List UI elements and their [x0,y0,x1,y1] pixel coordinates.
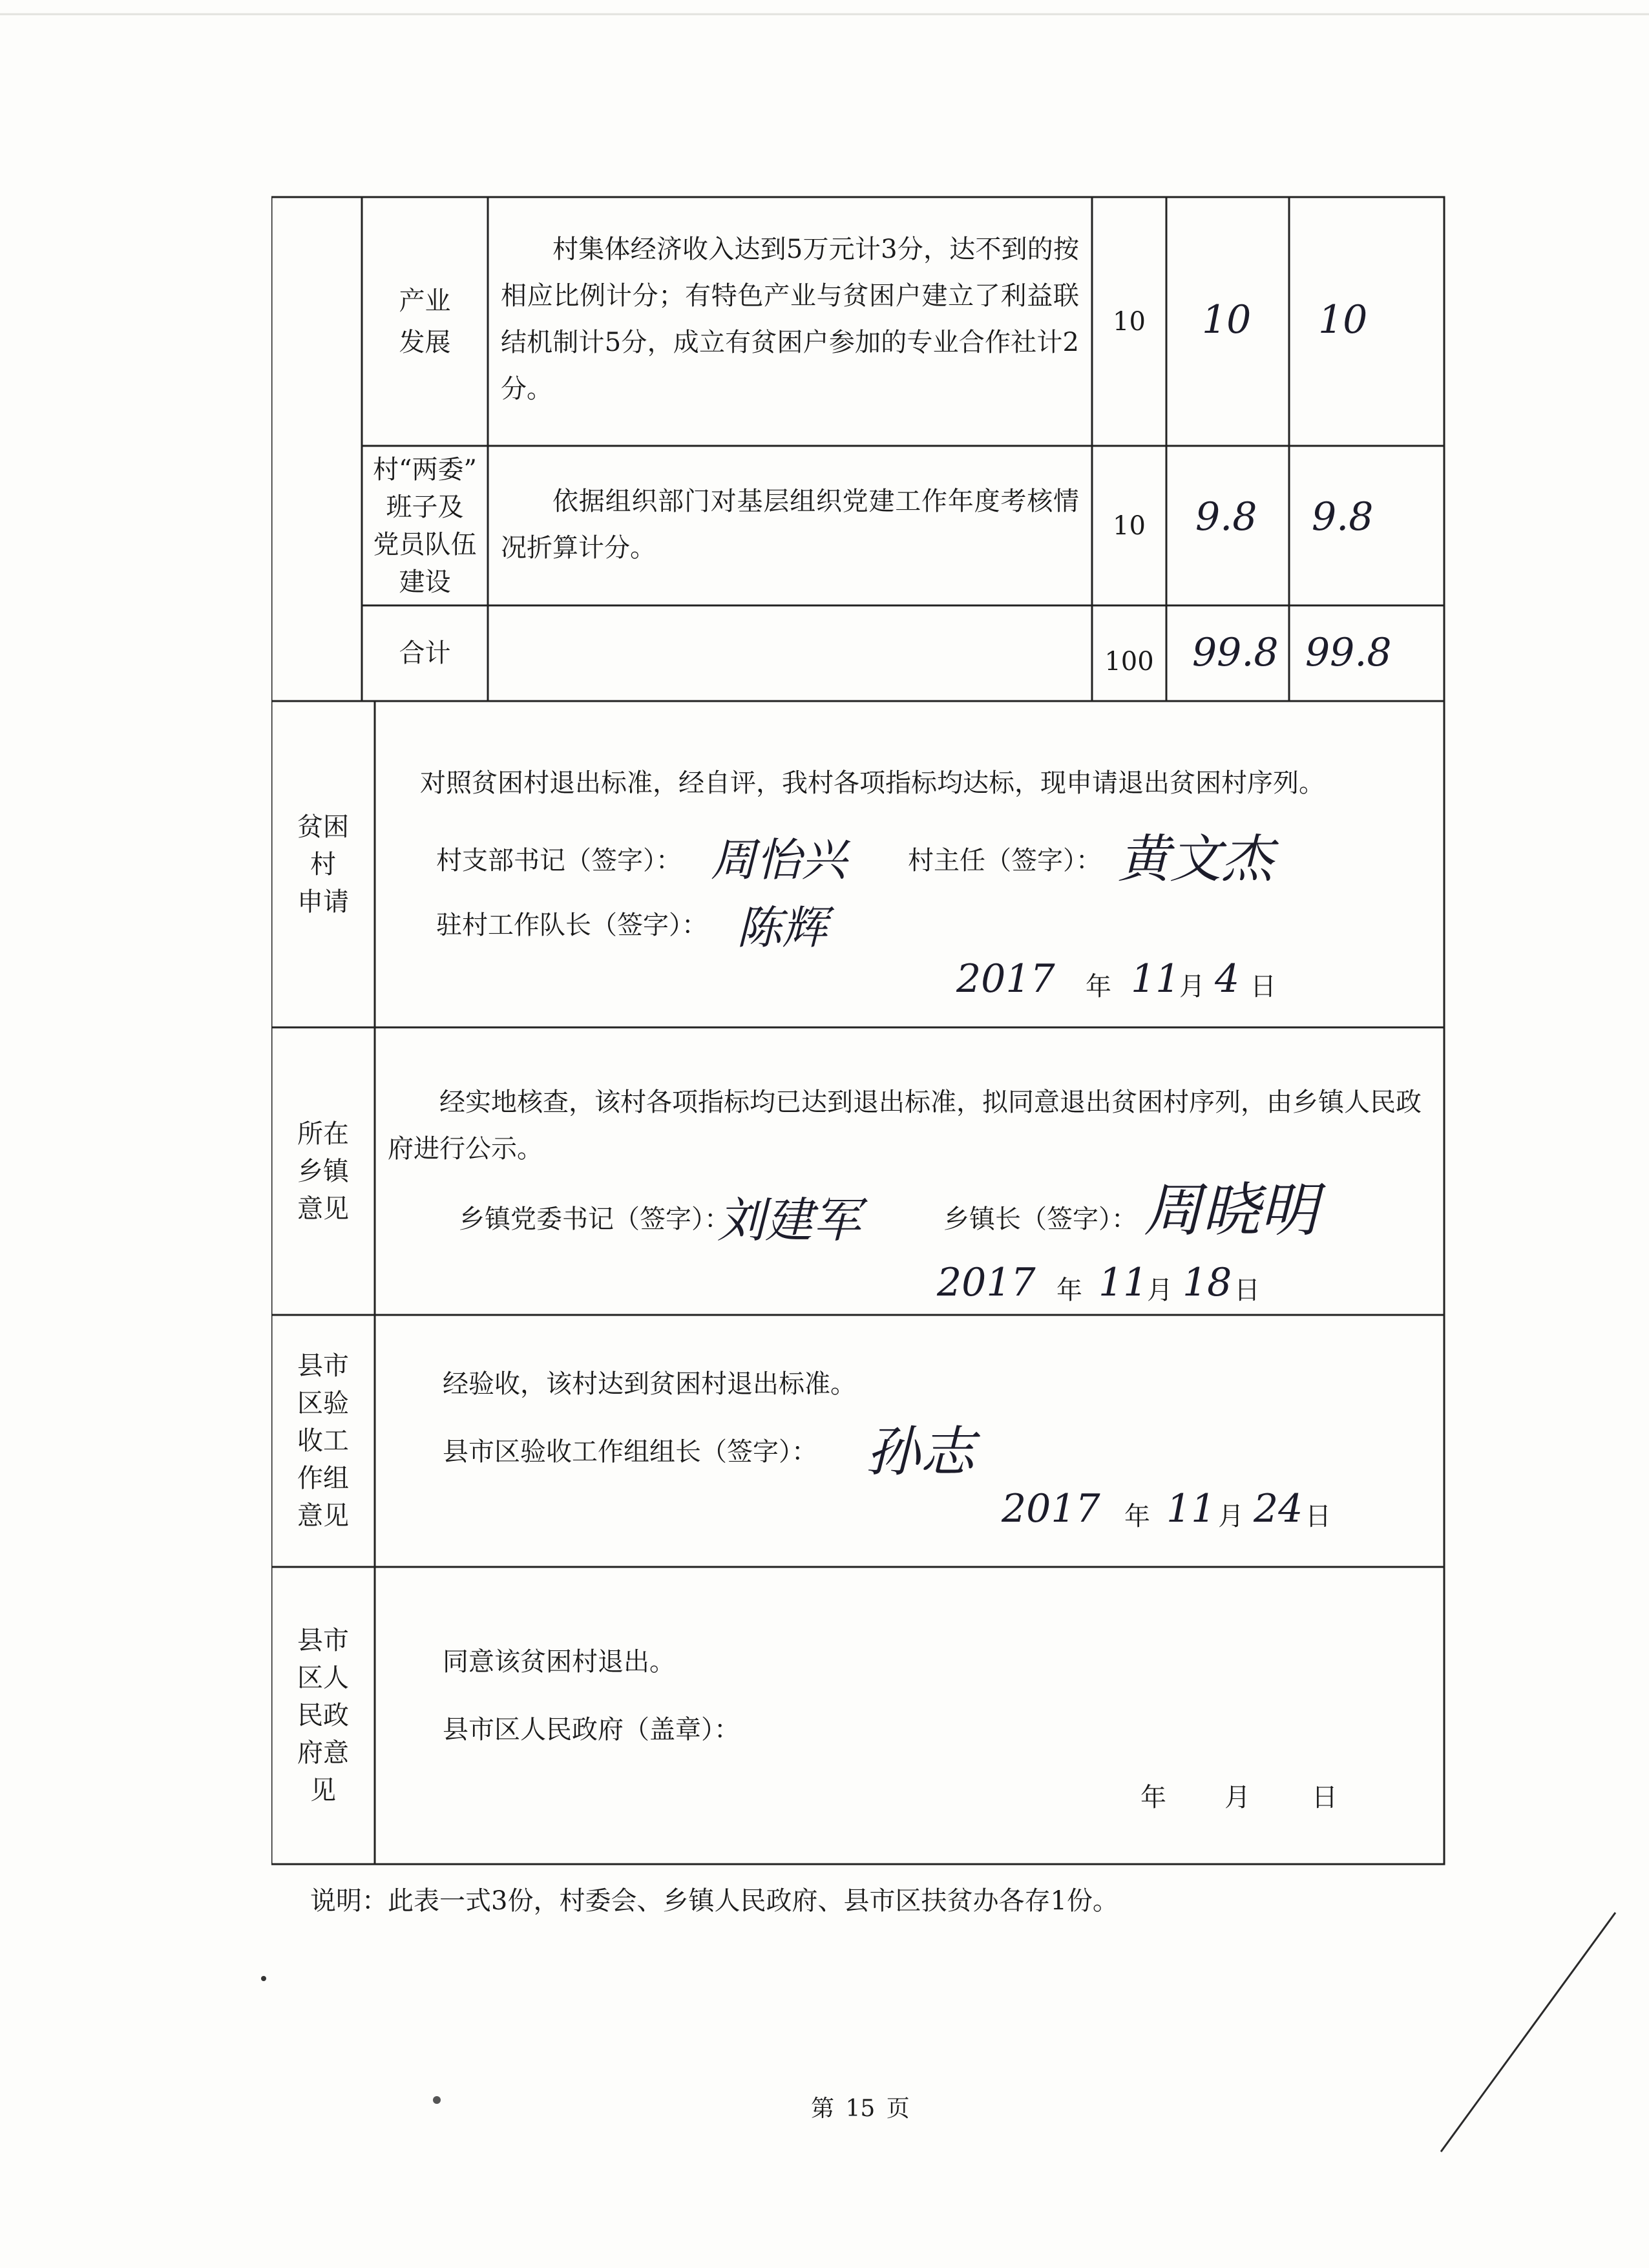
township-date-day-char: 日 [1234,1276,1260,1305]
village-party-secretary-signature: 周怡兴 [711,834,846,887]
row-party-building-full-score: 10 [1113,510,1146,541]
village-date-day: 4 [1215,956,1240,1002]
township-date-year: 2017 [937,1260,1036,1305]
village-party-secretary-label: 村支部书记（签字）： [436,846,682,876]
township-date-month-char: 月 [1147,1276,1173,1305]
township-mayor-label: 乡镇长（签字）： [943,1204,1137,1234]
county-government-seal-label: 县市区人民政府（盖章）： [443,1715,740,1745]
county-government-label: 县市 区人 民政 府意 见 [297,1626,349,1805]
village-date-month: 11 [1131,956,1181,1002]
row-total-verified-score: 99.8 [1305,630,1392,675]
page-number: 15 [845,2095,876,2122]
row-industry-standard: 村集体经济收入达到5万元计3分，达不到的按相应比例计分；有特色产业与贫困户建立了利益联结机制计5分，成立有贫困户参加的专业合作社计2分。 [501,235,1079,404]
village-date-month-char: 月 [1179,972,1205,1002]
village-application-statement: 对照贫困村退出标准，经自评，我村各项指标均达标，现申请退出贫困村序列。 [420,768,1325,798]
county-date-month: 11 [1166,1486,1216,1531]
township-date-day: 18 [1182,1260,1232,1305]
township-mayor-signature: 周晓明 [1144,1177,1318,1244]
county-acceptance-statement: 经验收，该村达到贫困村退出标准。 [443,1369,856,1399]
township-opinion-statement: 经实地核查，该村各项指标均已达到退出标准，拟同意退出贫困村序列，由乡镇人民政府进行公示。 [388,1087,1422,1164]
township-party-secretary-signature: 刘建军 [717,1193,861,1248]
row-party-building-verified-score: 9.8 [1312,494,1374,540]
county-date-day: 24 [1254,1486,1303,1531]
county-date-month-char: 月 [1218,1502,1244,1531]
row-party-building-standard: 依据组织部门对基层组织党建工作年度考核情况折算计分。 [501,487,1079,563]
village-date-year-char: 年 [1086,972,1111,1002]
county-government-day-char: 日 [1312,1783,1338,1812]
county-government-year-char: 年 [1140,1783,1166,1812]
row-total-category: 合计 [399,638,451,668]
row-industry-self-score: 10 [1202,297,1252,342]
village-date-day-char: 日 [1250,972,1276,1002]
village-head-signature: 黄文杰 [1118,829,1273,889]
county-date-year-char: 年 [1124,1502,1150,1531]
county-acceptance-label: 县市 区验 收工 作组 意见 [297,1351,349,1531]
county-acceptance-leader-label: 县市区验收工作组组长（签字）： [443,1437,817,1467]
village-application-label: 贫困 村 申请 [297,812,349,917]
row-total-self-score: 99.8 [1192,630,1279,675]
township-date-month: 11 [1098,1260,1148,1305]
village-head-label: 村主任（签字）： [908,846,1102,876]
county-date-day-char: 日 [1305,1502,1331,1531]
village-team-leader-signature: 陈辉 [737,901,827,954]
row-industry-full-score: 10 [1113,306,1146,337]
row-total-full-score: 100 [1104,647,1154,677]
village-team-leader-label: 驻村工作队长（签字）： [436,910,708,940]
row-party-building-self-score: 9.8 [1195,494,1257,540]
row-party-building-category: 村“两委” 班子及 党员队伍 建设 [373,454,477,597]
page-footer [811,2090,910,2123]
row-industry-category: 产业 发展 [399,286,451,357]
township-party-secretary-label: 乡镇党委书记（签字）： [459,1204,730,1234]
county-acceptance-leader-signature: 孙志 [866,1420,975,1484]
row-industry-verified-score: 10 [1318,297,1368,342]
county-government-month-char: 月 [1224,1783,1250,1812]
county-date-year: 2017 [1002,1486,1100,1531]
page-suffix: 页 [886,2095,910,2122]
page-prefix: 第 [811,2095,835,2122]
village-date-year: 2017 [956,956,1055,1002]
township-opinion-label: 所在 乡镇 意见 [297,1118,349,1224]
township-date-year-char: 年 [1056,1276,1082,1305]
form-note: 说明：此表一式3份，村委会、乡镇人民政府、县市区扶贫办各存1份。 [310,1886,1119,1916]
application-form-sheet [271,194,1447,1867]
county-government-statement: 同意该贫困村退出。 [443,1647,675,1677]
